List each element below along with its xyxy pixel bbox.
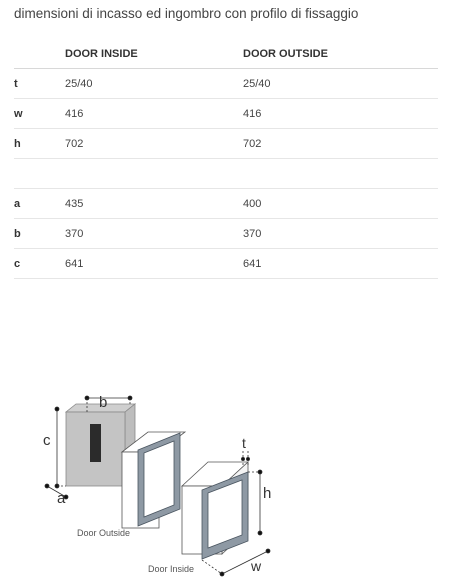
row-inside-value xyxy=(65,159,243,189)
table-row xyxy=(14,219,438,249)
table-row-spacer xyxy=(14,159,438,189)
row-outside-value xyxy=(243,159,438,189)
row-inside-value: 416 xyxy=(65,99,243,129)
door-inside-drawing xyxy=(182,462,248,559)
row-outside-value: 370 xyxy=(243,219,438,249)
dimensions-table xyxy=(14,40,438,279)
table-row xyxy=(14,129,438,159)
row-key: b xyxy=(14,219,65,249)
label-b: b xyxy=(99,394,108,411)
row-outside-value: 702 xyxy=(243,129,438,159)
row-outside-value: 416 xyxy=(243,99,438,129)
row-inside-value: 370 xyxy=(65,219,243,249)
table-row xyxy=(14,99,438,129)
label-t: t xyxy=(242,435,246,451)
door-outside-drawing xyxy=(122,432,185,528)
table-row xyxy=(14,249,438,279)
column-header-key xyxy=(14,40,65,69)
row-key: t xyxy=(14,69,65,99)
column-header-door-inside: DOOR INSIDE xyxy=(65,40,243,69)
installation-diagram xyxy=(0,380,452,584)
column-header-door-outside: DOOR OUTSIDE xyxy=(243,40,438,69)
label-w: w xyxy=(251,558,262,574)
row-key: a xyxy=(14,189,65,219)
row-key: w xyxy=(14,99,65,129)
table-row xyxy=(14,69,438,99)
row-key xyxy=(14,159,65,189)
row-outside-value: 25/40 xyxy=(243,69,438,99)
table-header-row xyxy=(14,40,438,69)
row-key: c xyxy=(14,249,65,279)
label-a: a xyxy=(57,490,66,507)
row-inside-value: 25/40 xyxy=(65,69,243,99)
row-key: h xyxy=(14,129,65,159)
row-inside-value: 435 xyxy=(65,189,243,219)
row-outside-value: 400 xyxy=(243,189,438,219)
caption-door-outside: Door Outside xyxy=(77,528,131,538)
row-inside-value: 641 xyxy=(65,249,243,279)
label-h: h xyxy=(263,485,272,502)
row-inside-value: 702 xyxy=(65,129,243,159)
page-title: dimensioni di incasso ed ingombro con profilo di fissaggio xyxy=(14,6,359,21)
table-row xyxy=(14,189,438,219)
label-c: c xyxy=(43,432,51,449)
row-outside-value: 641 xyxy=(243,249,438,279)
caption-door-inside: Door Inside xyxy=(148,564,195,574)
